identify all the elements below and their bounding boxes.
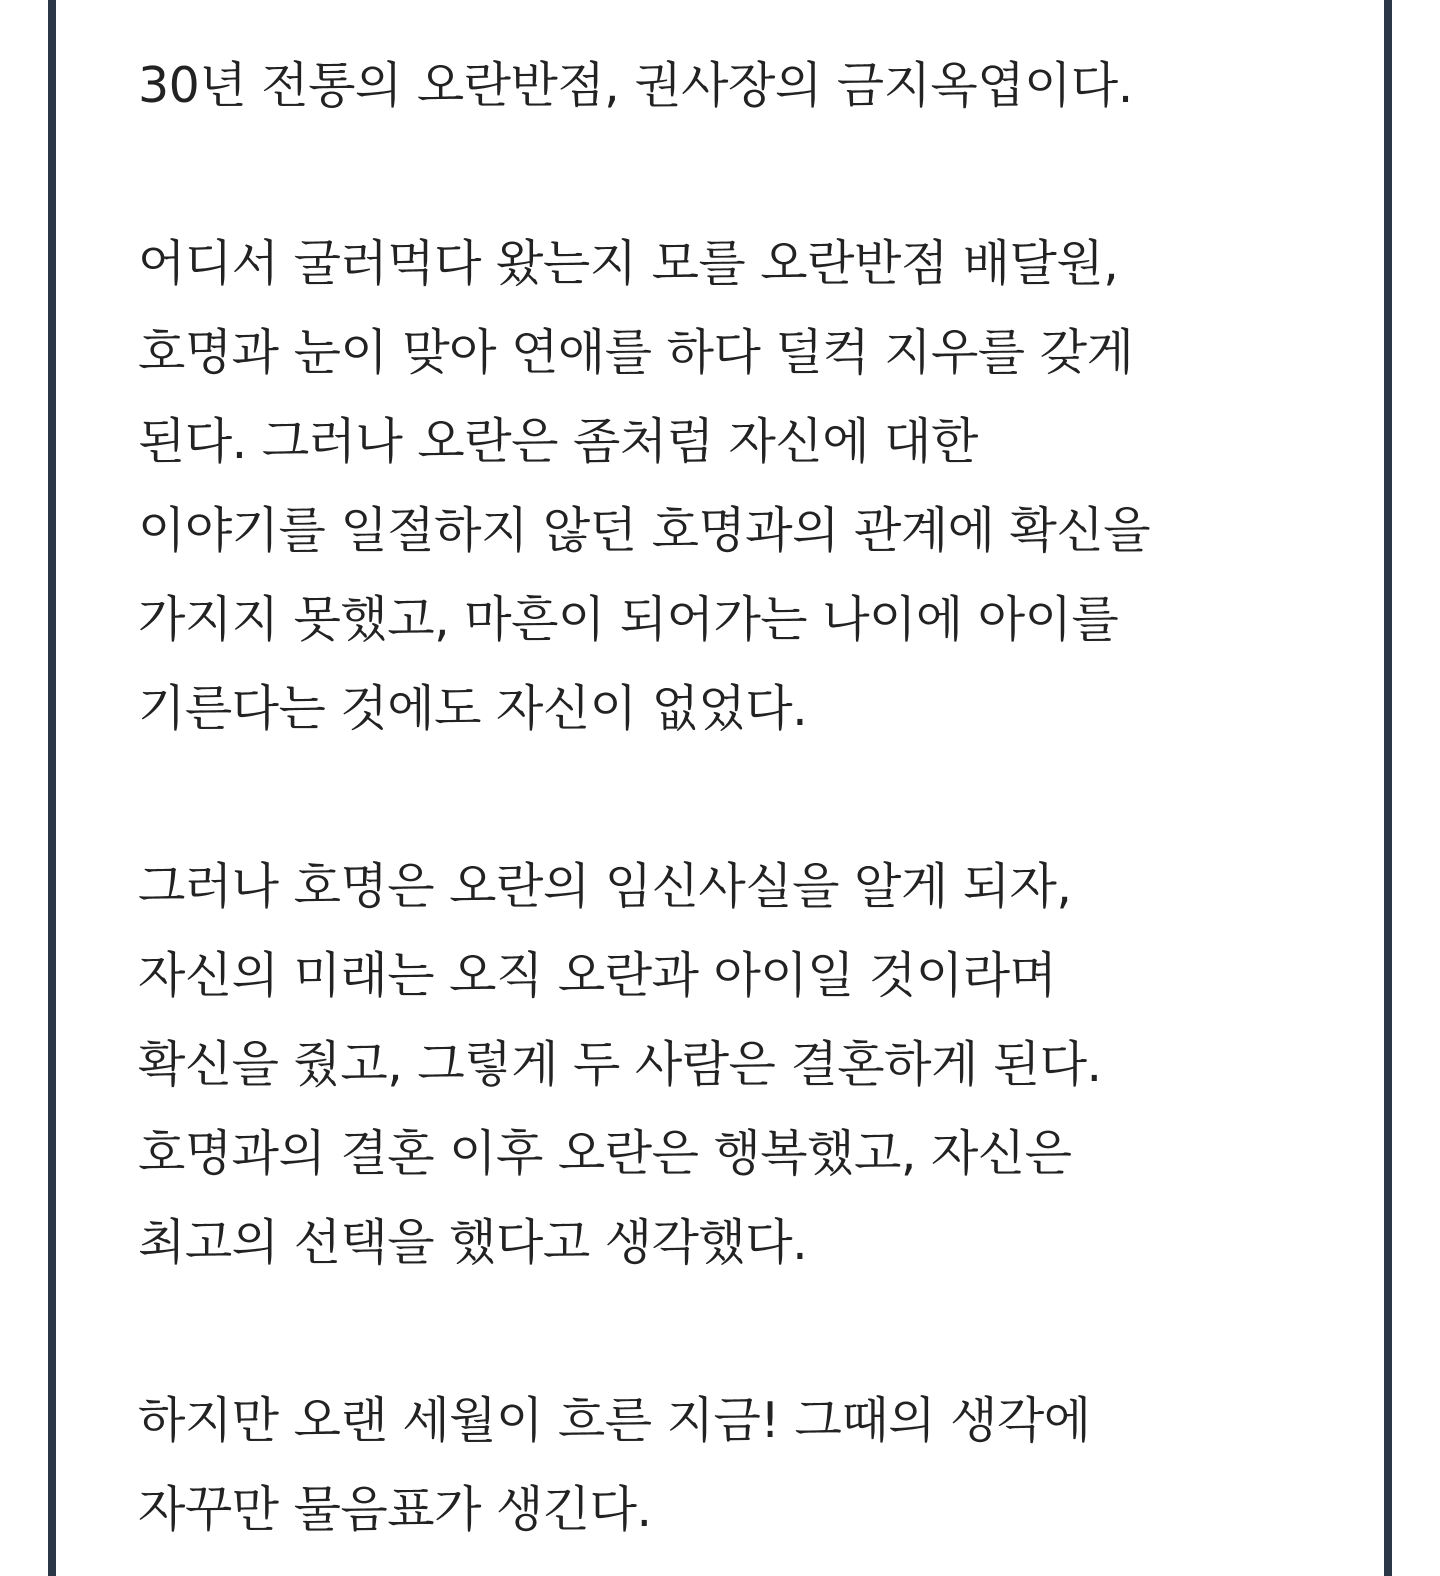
text-line: 기른다는 것에도 자신이 없었다.	[138, 680, 808, 737]
text-line: 하지만 오랜 세월이 흐른 지금! 그때의 생각에	[138, 1392, 1091, 1449]
paragraph-2	[138, 219, 1318, 753]
text-line: 어디서 굴러먹다 왔는지 모를 오란반점 배달원,	[138, 235, 1119, 292]
text-line: 자꾸만 물음표가 생긴다.	[138, 1481, 652, 1538]
paragraph-3	[138, 842, 1318, 1287]
text-line: 가지지 못했고, 마흔이 되어가는 나이에 아이를	[138, 591, 1119, 648]
story-text	[138, 41, 1318, 1554]
text-line: 된다. 그러나 오란은 좀처럼 자신에 대한	[138, 413, 978, 470]
paragraph-gap	[138, 130, 1318, 219]
text-line: 자신의 미래는 오직 오란과 아이일 것이라며	[138, 947, 1057, 1004]
paragraph-gap	[138, 753, 1318, 842]
text-line: 최고의 선택을 했다고 생각했다.	[138, 1214, 808, 1271]
paragraph-gap	[138, 1287, 1318, 1376]
paragraph-1	[138, 41, 1318, 130]
paragraph-4	[138, 1376, 1318, 1554]
text-line: 30년 전통의 오란반점, 권사장의 금지옥엽이다.	[138, 57, 1133, 114]
text-line: 확신을 줬고, 그렇게 두 사람은 결혼하게 된다.	[138, 1036, 1102, 1093]
text-line: 그러나 호명은 오란의 임신사실을 알게 되자,	[138, 858, 1072, 915]
text-line: 호명과의 결혼 이후 오란은 행복했고, 자신은	[138, 1125, 1072, 1182]
text-line: 이야기를 일절하지 않던 호명과의 관계에 확신을	[138, 502, 1151, 559]
text-line: 호명과 눈이 맞아 연애를 하다 덜컥 지우를 갖게	[138, 324, 1134, 381]
